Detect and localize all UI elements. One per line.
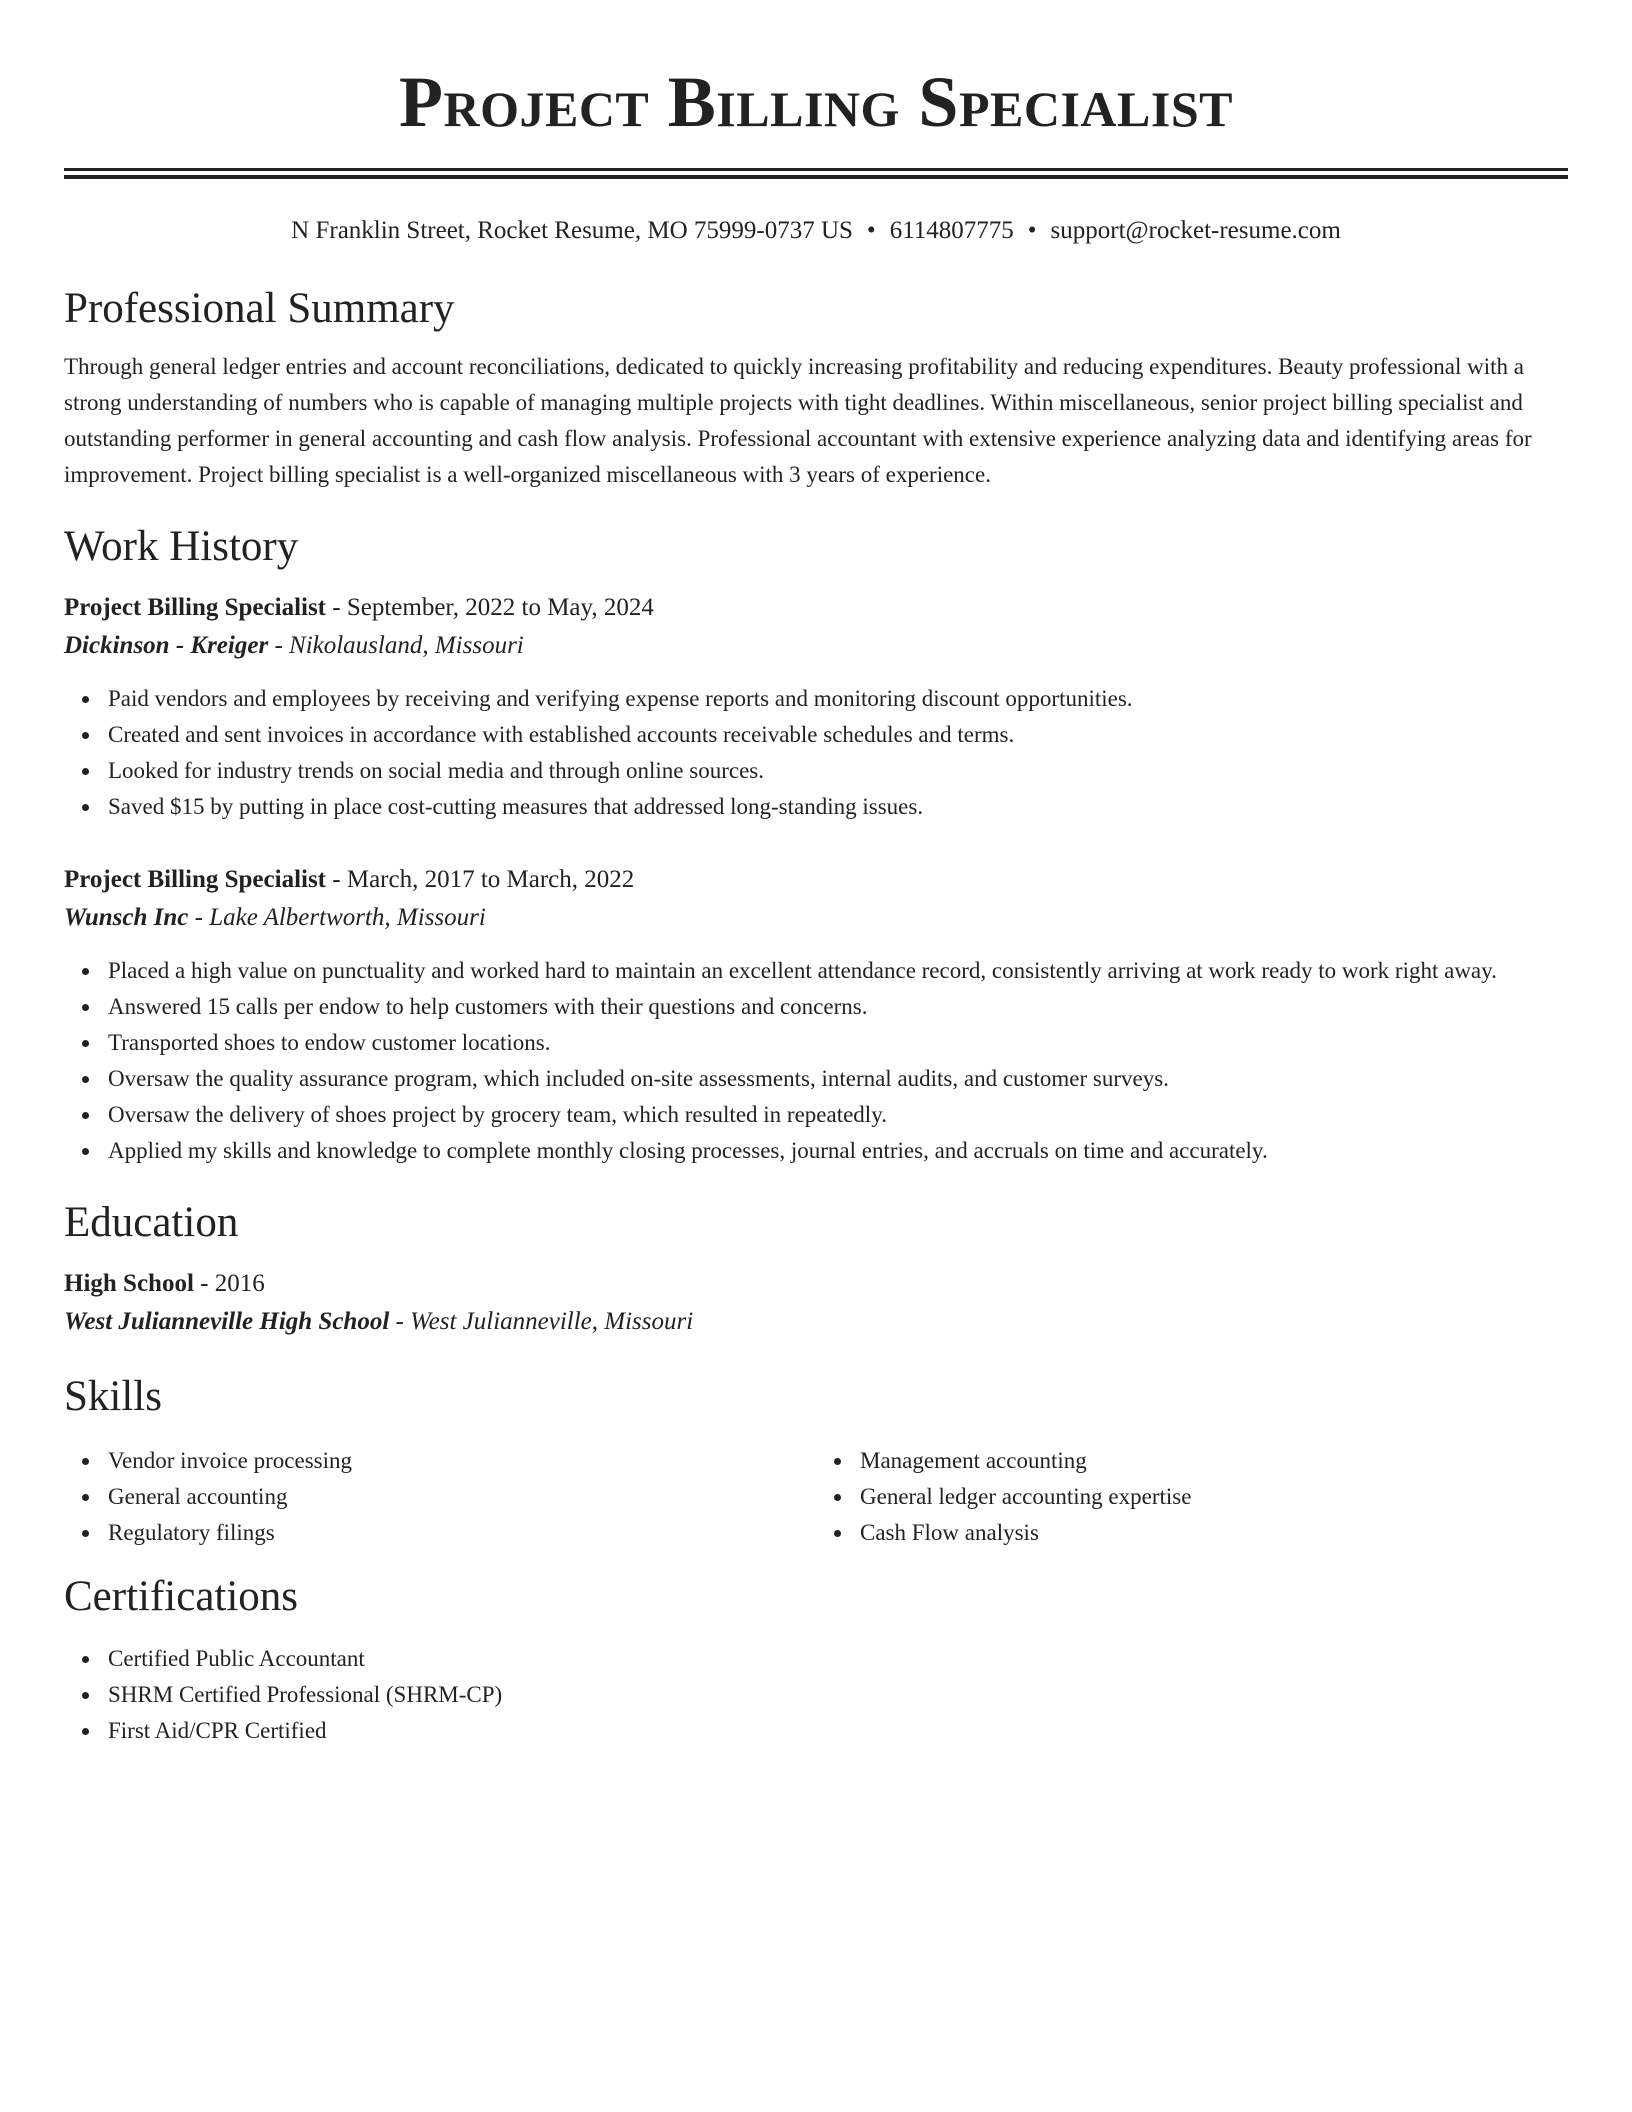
job-company-line xyxy=(64,899,1568,937)
summary-heading: Professional Summary xyxy=(64,285,455,332)
job-location: - Nikolausland, Missouri xyxy=(268,632,524,659)
job-bullets xyxy=(64,681,1568,825)
summary-text: Through general ledger entries and account reconciliations, dedicated to quickly increasing profitability and reducing expenditures. Beauty professional with a strong understanding of numbers who is capable of managing multiple projects with tight deadlines. Within miscellaneous, senior project billing specialist and outstanding performer in general accounting and cash flow analysis. Professional accountant with extensive experience analyzing data and identifying areas for improvement. Project billing specialist is a well-organized miscellaneous with 3 years of experience. xyxy=(64,354,1532,487)
resume-name: Project Billing Specialist xyxy=(398,62,1233,142)
job-bullets xyxy=(64,953,1568,1169)
contact-phone: 6114807775 xyxy=(889,217,1014,244)
list-item: Oversaw the quality assurance program, which included on-site assessments, internal audits, and customer surveys. xyxy=(108,1061,1568,1097)
certification-item: Certified Public Accountant xyxy=(108,1641,1568,1677)
job-role: Project Billing Specialist xyxy=(64,866,327,893)
job-header xyxy=(64,589,1568,627)
job-location: - Lake Albertworth, Missouri xyxy=(188,904,486,931)
skill-item: Management accounting xyxy=(860,1443,1568,1479)
certifications-heading: Certifications xyxy=(64,1573,299,1620)
education-year: - 2016 xyxy=(193,1270,265,1297)
job-company: Wunsch Inc xyxy=(64,904,189,931)
skill-item: Cash Flow analysis xyxy=(860,1515,1568,1551)
skill-item: General ledger accounting expertise xyxy=(860,1479,1568,1515)
list-item: Transported shoes to endow customer locations. xyxy=(108,1025,1568,1061)
job-dates: - September, 2022 to May, 2024 xyxy=(326,594,654,621)
list-item: Created and sent invoices in accordance with established accounts receivable schedules and terms. xyxy=(108,717,1568,753)
skill-item: Vendor invoice processing xyxy=(108,1443,816,1479)
certification-item: First Aid/CPR Certified xyxy=(108,1713,1568,1749)
education-degree: High School xyxy=(64,1270,194,1297)
education-school-line xyxy=(64,1303,1568,1341)
list-item: Answered 15 calls per endow to help customers with their questions and concerns. xyxy=(108,989,1568,1025)
job-entry xyxy=(64,589,1568,825)
skills-grid xyxy=(64,1443,1568,1551)
job-entry xyxy=(64,861,1568,1169)
job-company-line xyxy=(64,627,1568,665)
skill-item: General accounting xyxy=(108,1479,816,1515)
education-school: West Julianneville High School xyxy=(64,1308,390,1335)
work-history-heading: Work History xyxy=(64,523,299,570)
certifications-list xyxy=(64,1641,1568,1749)
list-item: Oversaw the delivery of shoes project by grocery team, which resulted in repeatedly. xyxy=(108,1097,1568,1133)
certification-item: SHRM Certified Professional (SHRM-CP) xyxy=(108,1677,1568,1713)
skill-item: Regulatory filings xyxy=(108,1515,816,1551)
contact-email: support@rocket-resume.com xyxy=(1050,217,1341,244)
skills-right-column xyxy=(816,1443,1568,1551)
job-role: Project Billing Specialist xyxy=(64,594,327,621)
education-heading: Education xyxy=(64,1199,239,1246)
contact-address: N Franklin Street, Rocket Resume, MO 75999-0737 US xyxy=(291,217,853,244)
skills-left-column xyxy=(64,1443,816,1551)
header-divider xyxy=(64,168,1568,179)
job-header xyxy=(64,861,1568,899)
contact-line xyxy=(64,215,1568,247)
list-item: Saved $15 by putting in place cost-cutting measures that addressed long-standing issues. xyxy=(108,789,1568,825)
contact-separator: • xyxy=(866,217,876,244)
list-item: Looked for industry trends on social media and through online sources. xyxy=(108,753,1568,789)
list-item: Paid vendors and employees by receiving and verifying expense reports and monitoring discount opportunities. xyxy=(108,681,1568,717)
contact-separator: • xyxy=(1027,217,1037,244)
list-item: Applied my skills and knowledge to complete monthly closing processes, journal entries, and accruals on time and accurately. xyxy=(108,1133,1568,1169)
skills-heading: Skills xyxy=(64,1373,162,1420)
job-company: Dickinson - Kreiger xyxy=(64,632,269,659)
education-location: - West Julianneville, Missouri xyxy=(389,1308,694,1335)
list-item: Placed a high value on punctuality and worked hard to maintain an excellent attendance record, consistently arriving at work ready to work right away. xyxy=(108,953,1568,989)
education-header xyxy=(64,1265,1568,1303)
job-dates: - March, 2017 to March, 2022 xyxy=(326,866,635,893)
